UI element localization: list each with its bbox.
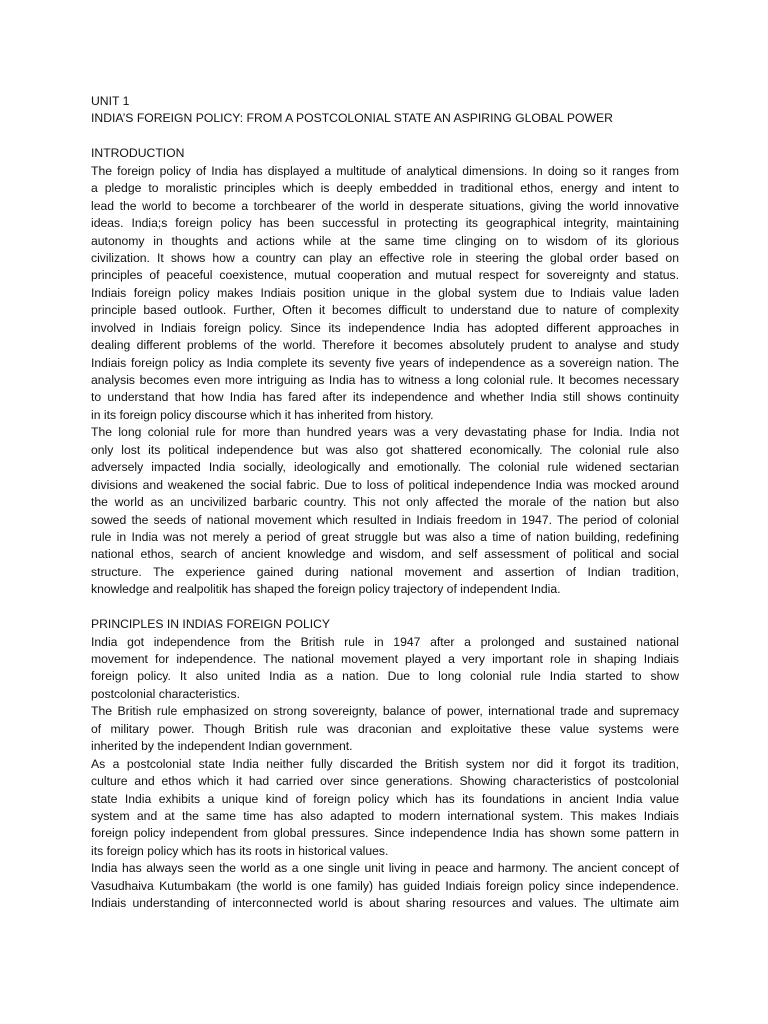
paragraph-line: principle based outlook. Further, Often it becomes difficult to understand due to nature of complexity bbox=[91, 303, 679, 318]
paragraph-line: India got independence from the British rule in 1947 after a prolonged and sustained national bbox=[91, 634, 679, 649]
paragraph-line: dealing different problems of the world. Therefore it becomes absolutely prudent to analyse and study bbox=[91, 338, 679, 353]
paragraph-line: culture and ethos which it had carried over since generations. Showing characteristics of postcolonial bbox=[91, 774, 679, 789]
paragraph-line: Indiais foreign policy as India complete its seventy five years of independence as a sovereign nation. The bbox=[91, 355, 679, 370]
paragraph-line: inherited by the independent Indian government. bbox=[91, 739, 353, 754]
paragraph-line: analysis becomes even more intriguing as India has to witness a long colonial rule. It becomes necessary bbox=[91, 373, 679, 387]
paragraph-line: of military power. Though British rule was draconian and exploitative these value systems were bbox=[91, 721, 679, 736]
paragraph-line: rule in India was not merely a period of great struggle but was also a time of nation building, redefining bbox=[91, 529, 679, 544]
paragraph-line: Indiais foreign policy makes Indiais position unique in the global system due to Indiais value laden bbox=[91, 285, 679, 300]
paragraph-line: India has always seen the world as a one single unit living in peace and harmony. The ancient concept of bbox=[91, 861, 679, 876]
paragraph-line: national ethos, search of ancient knowledge and wisdom, and self assessment of political and social bbox=[91, 547, 679, 562]
paragraph-line: only lost its political independence but was also got shattered economically. The colonial rule also bbox=[91, 442, 679, 457]
paragraph-line: As a postcolonial state India neither fully discarded the British system nor did it forgot its tradition, bbox=[91, 756, 679, 771]
unit-label: UNIT 1 bbox=[91, 94, 130, 108]
paragraph-line: divisions and weakened the social fabric. Due to loss of political independence India was mocked around bbox=[91, 477, 679, 492]
paragraph-line: to understand that how India has fared after its independence and whether India still shows continuity bbox=[91, 390, 679, 405]
paragraph-line: postcolonial characteristics. bbox=[91, 686, 241, 701]
paragraph-line: state India exhibits a unique kind of foreign policy which has its foundations in ancient India value bbox=[91, 791, 679, 806]
paragraph-line: Indiais understanding of interconnected world is about sharing resources and values. The ultimate aim bbox=[91, 896, 679, 911]
paragraph-line: in its foreign policy discourse which it has inherited from history. bbox=[91, 407, 434, 422]
paragraph-line: foreign policy. It also united India as a nation. Due to long colonial rule India started to show bbox=[91, 669, 679, 684]
paragraph-line: The foreign policy of India has displayed a multitude of analytical dimensions. In doing so it ranges from bbox=[91, 163, 679, 178]
section-heading: INTRODUCTION bbox=[91, 146, 185, 161]
paragraph-line: its foreign policy which has its roots in historical values. bbox=[91, 843, 389, 858]
document-title: INDIA’S FOREIGN POLICY: FROM A POSTCOLONIAL STATE AN ASPIRING GLOBAL POWER bbox=[91, 111, 613, 126]
paragraph-line: sowed the seeds of national movement which resulted in Indiais freedom in 1947. The period of colonial bbox=[91, 512, 679, 527]
paragraph-line: adversely impacted India socially, ideologically and emotionally. The colonial rule widened sectarian bbox=[91, 460, 679, 475]
paragraph-line: ideas. India;s foreign policy has been successful in protecting its geographical integrity, maintaining bbox=[91, 216, 679, 231]
paragraph-line: civilization. It shows how a country can play an effective role in steering the global order based on bbox=[91, 250, 679, 265]
paragraph-line: autonomy in thoughts and actions while at the same time clinging on to wisdom of its glorious bbox=[91, 233, 679, 248]
paragraph-line: structure. The experience gained during national movement and assertion of Indian tradition, bbox=[91, 564, 679, 579]
paragraph-line: The long colonial rule for more than hundred years was a very devastating phase for India. India not bbox=[91, 425, 679, 440]
paragraph-line: system and at the same time has also adapted to modern international system. This makes Indiais bbox=[91, 808, 679, 823]
paragraph-line: movement for independence. The national movement played a very important role in shaping Indiais bbox=[91, 652, 679, 666]
blank-line bbox=[91, 599, 679, 616]
paragraph-line: knowledge and realpolitik has shaped the foreign policy trajectory of independent India. bbox=[91, 582, 561, 597]
paragraph-line: principles of peaceful coexistence, mutual cooperation and mutual respect for sovereignty and status. bbox=[91, 268, 679, 283]
paragraph-line: lead the world to become a torchbearer of the world in desperate situations, giving the world innovative bbox=[91, 198, 679, 213]
blank-line bbox=[91, 128, 679, 145]
paragraph-line: The British rule emphasized on strong sovereignty, balance of power, international trade and supremacy bbox=[91, 704, 679, 719]
paragraph-line: Vasudhaiva Kutumbakam (the world is one family) has guided Indiais foreign policy since independence. bbox=[91, 878, 679, 893]
section-heading: PRINCIPLES IN INDIAS FOREIGN POLICY bbox=[91, 617, 331, 632]
paragraph-line: the world as an uncivilized barbaric country. This not only affected the morale of the nation but also bbox=[91, 495, 679, 510]
paragraph-line: involved in Indiais foreign policy. Since its independence India has adopted different approaches in bbox=[91, 320, 679, 335]
paragraph-line: foreign policy independent from global pressures. Since independence India has shown some pattern in bbox=[91, 826, 679, 841]
paragraph-line: a pledge to moralistic principles which is deeply embedded in traditional ethos, energy and intent to bbox=[91, 181, 679, 196]
